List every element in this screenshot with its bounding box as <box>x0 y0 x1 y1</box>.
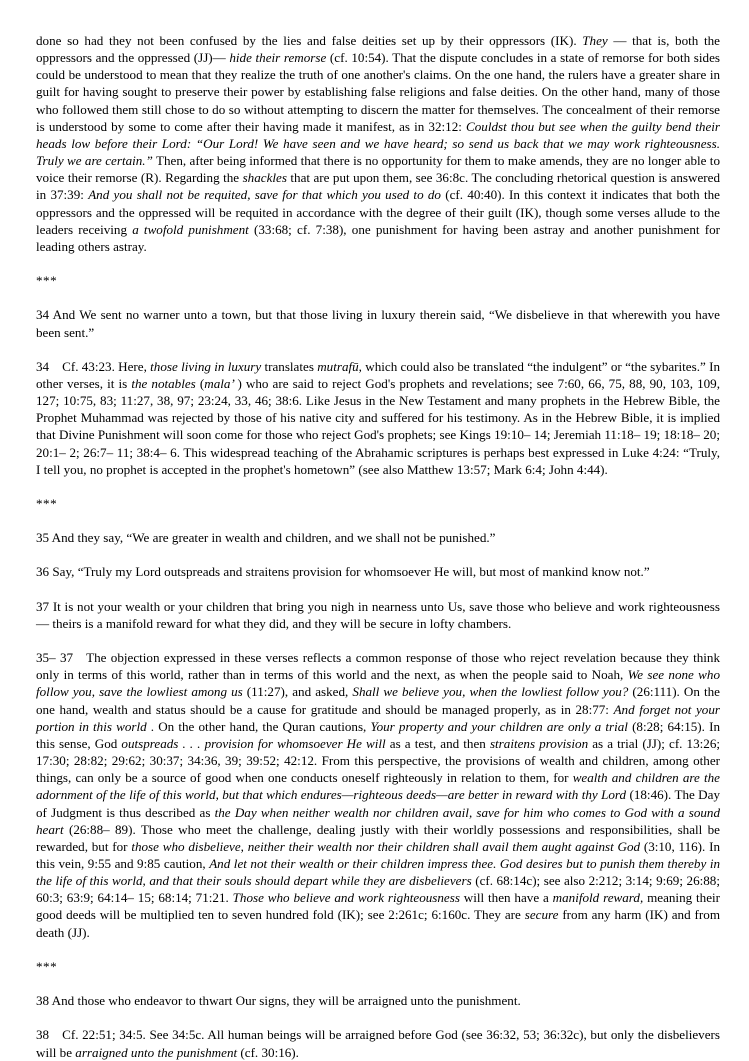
plain-text: 36 Say, “Truly my Lord outspreads and straitens provision for whomsoever He will, but most of mankind know not.” <box>36 564 650 580</box>
plain-text: which could also be translated “the indulgent” or “the sybarites.” In other verses, it is <box>36 358 721 391</box>
quoted-text: Your property and your children are only a trial <box>370 718 628 734</box>
plain-text: Cf. 22:51; 34:5. See 34:5c. All human beings will be arraigned before God (see 36:32, 53; 36:32c), but only the disbelievers will be <box>36 1027 720 1060</box>
quoted-text: Those who believe and work righteousness <box>232 890 460 906</box>
plain-text: 35– 37 <box>36 650 74 666</box>
commentary-paragraph <box>36 1026 720 1060</box>
quoted-text: the notables <box>131 375 196 391</box>
plain-text: (11:27), and asked, <box>242 684 353 700</box>
quoted-text: wealth and children are the adornment of the life of this world, but that which endures—righteous deeds—are better in reward with thy Lord <box>36 770 720 803</box>
plain-text: 34 <box>36 358 50 374</box>
commentary-paragraph <box>36 649 720 941</box>
plain-text: Then, after being informed that there is no opportunity for them to make amends, they are no longer able to voice their remorse (R). Regarding the <box>36 153 720 186</box>
plain-text: meaning their good deeds will be multiplied ten to seven hundred fold (IK); see 2:261c; 6:160c. They are <box>36 890 721 923</box>
commentary-paragraph <box>36 358 720 478</box>
quoted-text: the Day when neither wealth nor children avail, save for him who comes to God with a sound heart <box>36 804 721 837</box>
verse-paragraph <box>36 992 720 1009</box>
plain-text: (cf. 10:54). That the dispute concludes in a state of remorse for both sides could be understood to mean that they realize the truth of one another's claims. On the one hand, the rulers have a greater share in guilt for having sought to preserve their power by establishing false religions and false deities. On the other hand, many of those who followed them still chose to do so without attempting to discern the matter for themselves. The concealment of their remorse is understood by some to come after their having made it manifest, as in 32:12: <box>36 50 720 134</box>
plain-text: (18:46). The Day of Judgment is thus described as <box>36 787 720 820</box>
plain-text: 38 <box>36 1027 50 1043</box>
quoted-text: And forget not your portion in this world <box>36 701 720 734</box>
quoted-text: Couldst thou but see when the guilty bend their heads low before their Lord: “Our Lord! We have seen and we have heard; so send us back that we may work righteousness. Truly we are certain.” <box>36 118 720 169</box>
quoted-text: Shall we believe you, when the lowliest follow you? <box>352 684 629 700</box>
quoted-text: And you shall not be requited, save for that which you used to do <box>88 187 441 203</box>
plain-text: 37 It is not your wealth or your children that bring you nigh in nearness unto Us, save those who believe and work righteousness— theirs is a manifold reward for what they did, and they will be secure in lofty chambers. <box>36 598 720 631</box>
plain-text: (cf. 40:40). In this context it indicates that both the oppressors and the oppressed will be requited in accordance with the degree of their guilt (IK), though some verses allude to the leaders receiving <box>36 187 720 237</box>
section-separator: *** <box>36 958 58 974</box>
plain-text: (3:10, 116). In this vein, 9:55 and 9:85 caution, <box>36 838 720 871</box>
quoted-text: arraigned unto the punishment <box>75 1044 238 1060</box>
plain-text: as a test, and then <box>385 735 490 751</box>
section-separator: *** <box>36 495 58 511</box>
plain-text: Cf. 43:23. Here, <box>62 358 151 374</box>
plain-text: (26:88– 89). Those who meet the challenge, dealing justly with their worldly possessions and responsibilities, shall be rewarded, but for <box>36 821 720 854</box>
quoted-text: And let not their wealth or their children impress thee. God desires but to punish them thereby in the life of this world, and that their souls should depart while they are disbelievers <box>36 856 720 889</box>
plain-text: (cf. 30:16). <box>237 1044 299 1060</box>
plain-text: ) who are said to reject God's prophets and revelations; see 7:60, 66, 75, 88, 90, 103, 109, 127; 10:75, 83; 11:27, 38, 97; 23:24, 33, 46; 38:6. Like Jesus in the New Testament and many prophets in the Hebrew Bible, the Prophet Muhammad was rejected by those of his native city and suffered for his testimony. As in the Hebrew Bible, it is implied that Divine Punishment will soon come for those who reject God's prophets; see Kings 19:10– 14; Jeremiah 11:18– 19; 18:18– 20; 20:1– 2; 26:7– 11; 38:4– 6. This widespread teaching of the Abrahamic scriptures is perhaps best expressed in Luke 4:24: “Truly, I tell you, no prophet is accepted in the prophet's hometown” (see also Matthew 13:57; Mark 6:4; John 4:44). <box>36 375 721 477</box>
plain-text: 34 And We sent no warner unto a town, but that those living in luxury therein said, “We disbelieve in that wherewith you have been sent.” <box>36 307 720 340</box>
verse-paragraph <box>36 529 720 546</box>
plain-text: that are put upon them, see 36:8c. The concluding rhetorical question is answered in 37:39: <box>36 170 720 203</box>
plain-text: from any harm (IK) and from death (JJ). <box>36 907 720 940</box>
quoted-text: mutrafū, <box>317 358 362 374</box>
plain-text: as a trial (JJ); cf. 13:26; 17:30; 28:82; 29:62; 30:37; 34:36, 39; 39:52; 42:12. From this perspective, the provisions of wealth and children, among other things, can only be a source of good when one conducts oneself righteously in relation to them, for <box>36 735 721 786</box>
plain-text: The objection expressed in these verses reflects a common response of those who reject revelation because they think only in terms of this world, rather than in terms of this world and the next, as when the people said to Noah, <box>36 650 720 683</box>
verse-paragraph <box>36 306 720 340</box>
quoted-text: secure <box>524 907 559 923</box>
quoted-text: manifold reward, <box>552 890 644 906</box>
plain-text: will then have a <box>459 890 553 906</box>
plain-text: . On the other hand, the Quran cautions, <box>146 718 371 734</box>
body-paragraph <box>36 32 720 255</box>
quoted-text: We see none who follow you, save the lowliest among us <box>36 667 720 700</box>
quoted-text: straitens provision <box>489 735 589 751</box>
plain-text: (33:68; cf. 7:38), one punishment for having been astray and another punishment for leading others astray. <box>36 221 720 254</box>
plain-text: (cf. 68:14c); see also 2:212; 3:14; 9:69; 26:88; 60:3; 63:9; 64:14– 15; 68:14; 71:21. <box>36 873 720 906</box>
section-separator: *** <box>36 273 58 289</box>
quoted-text: shackles <box>242 170 287 186</box>
quoted-text: hide their remorse <box>229 50 327 66</box>
plain-text: translates <box>261 358 318 374</box>
quoted-text: those living in luxury <box>150 358 262 374</box>
plain-text: 35 And they say, “We are greater in wealth and children, and we shall not be punished.” <box>36 530 496 546</box>
quoted-text: outspreads . . . provision for whomsoever He will <box>121 735 386 751</box>
quoted-text: mala’ <box>204 375 238 391</box>
plain-text: done so had they not been confused by the lies and false deities set up by their oppressors (IK). <box>36 33 583 48</box>
plain-text: — that is, both the oppressors and the oppressed (JJ)— <box>36 33 720 66</box>
quoted-text: those who disbelieve, neither their wealth nor their children shall avail them aught against God <box>131 838 641 854</box>
verse-paragraph <box>36 598 720 632</box>
page-content <box>36 32 720 1061</box>
verse-paragraph <box>36 563 720 580</box>
plain-text: (26:111). On the one hand, wealth and status should be a cause for gratitude and should be managed properly, as in 28:77: <box>36 684 720 717</box>
quoted-text: a twofold punishment <box>132 221 249 237</box>
plain-text: 38 And those who endeavor to thwart Our signs, they will be arraigned unto the punishment. <box>36 993 521 1009</box>
plain-text: (8:28; 64:15). In this sense, God <box>36 718 720 751</box>
plain-text: ( <box>195 375 205 391</box>
quoted-text: They <box>582 33 608 48</box>
